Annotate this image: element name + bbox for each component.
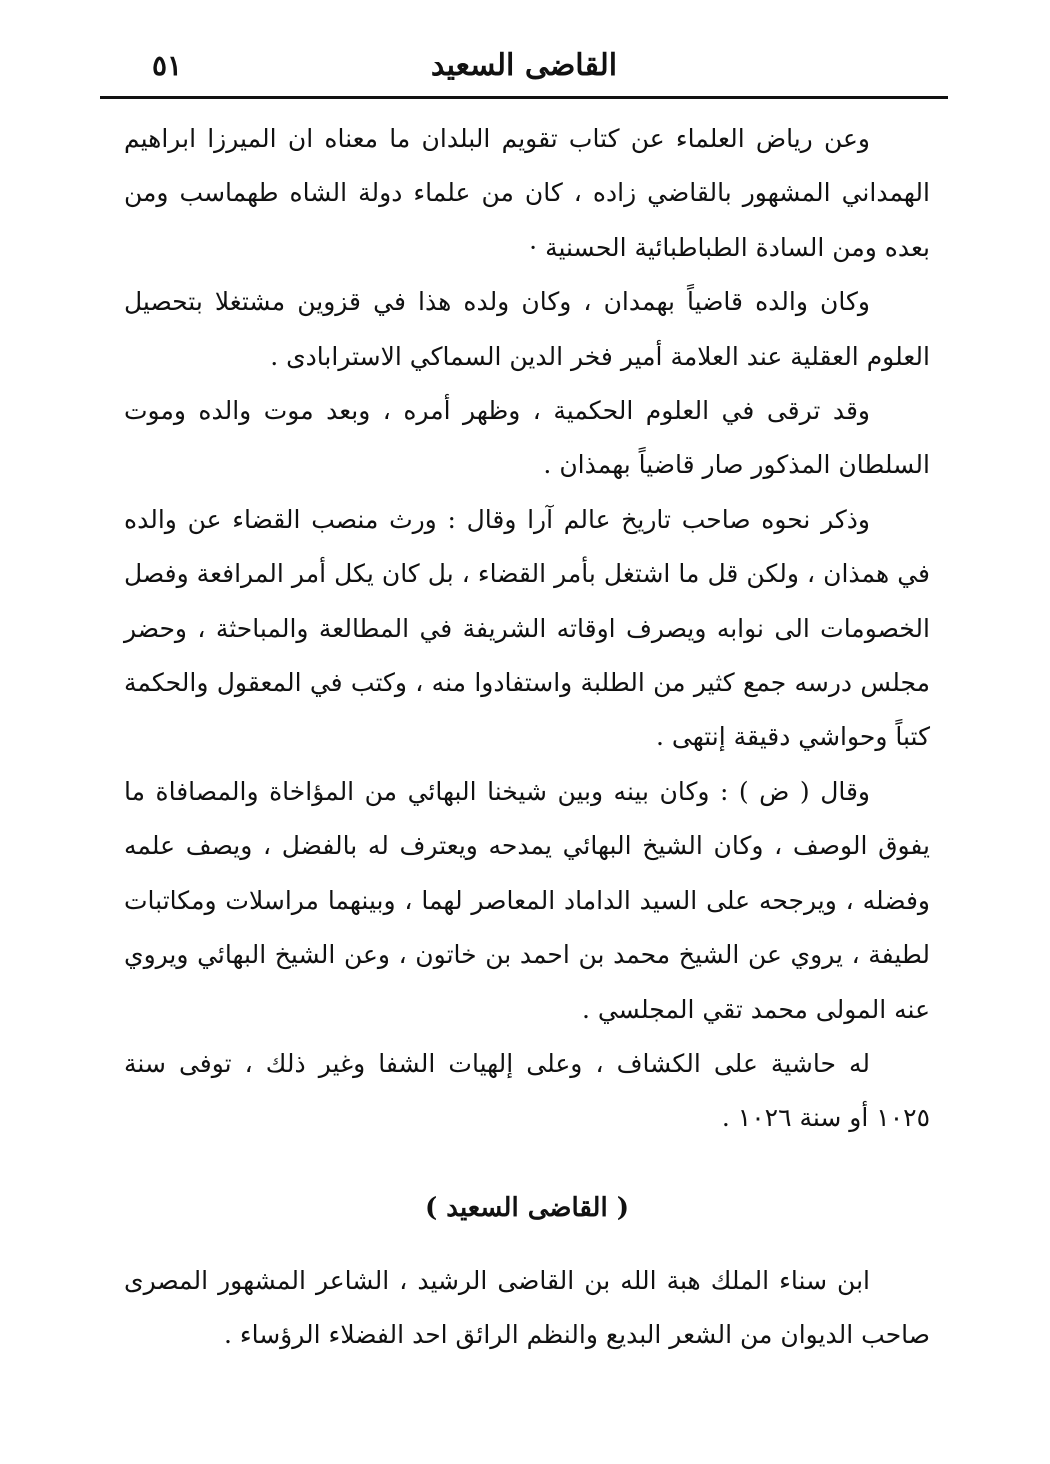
main-text: [124, 112, 930, 1146]
page-header: [100, 40, 948, 92]
page-number: ٥١: [152, 49, 183, 82]
paragraph: له حاشية على الكشاف ، وعلى إلهيات الشفا وغير ذلك ، توفى سنة ١٠٢٥ أو سنة ١٠٢٦ .: [124, 1048, 930, 1133]
paragraph: وقال ( ض ) : وكان بينه وبين شيخنا البهائي من المؤاخاة والمصافاة ما يفوق الوصف ، وكان الشيخ البهائي يمدحه ويعترف له بالفضل ، ويصف علمه وفضله ، ويرجحه على السيد الداماد المعاصر لهما ، وبينهما مراسلات ومكاتبات لطيفة ، يروي عن الشيخ محمد بن احمد بن خاتون ، وعن الشيخ البهائي ويروي عنه المولى محمد تقي المجلسي .: [124, 776, 930, 1024]
paragraph: وكان والده قاضياً بهمدان ، وكان ولده هذا في قزوين مشتغلا بتحصيل العلوم العقلية عند العلامة أمير فخر الدين السماكي الاسترابادى .: [124, 287, 930, 371]
paragraph: وعن رياض العلماء عن كتاب تقويم البلدان ما معناه ان الميرزا ابراهيم الهمداني المشهور بالقاضي زاده ، كان من علماء دولة الشاه طهماسب ومن بعده ومن السادة الطباطبائية الحسنية ·: [124, 124, 930, 262]
header-rule: [100, 96, 948, 99]
paragraph: ابن سناء الملك هبة الله بن القاضى الرشيد ، الشاعر المشهور المصرى صاحب الديوان من الشعر البديع والنظم الرائق احد الفضلاء الرؤساء .: [124, 1266, 930, 1350]
paragraph: وذكر نحوه صاحب تاريخ عالم آرا وقال : ورث منصب القضاء عن والده في همذان ، ولكن قل ما اشتغل بأمر القضاء ، بل كان يكل أمر المرافعة وفصل الخصومات الى نوابه ويصرف اوقاته الشريفة في المطالعة والمباحثة ، وحضر مجلس درسه جمع كثير من الطلبة واستفادوا منه ، وكتب في المعقول والحكمة كتباً وحواشي دقيقة إنتهى .: [124, 504, 930, 752]
section-text: [124, 1254, 930, 1363]
section-heading: ( القاضى السعيد ): [424, 1193, 630, 1223]
paragraph: وقد ترقى في العلوم الحكمية ، وظهر أمره ، وبعد موت والده وموت السلطان المذكور صار قاضياً بهمذان .: [124, 396, 930, 480]
running-title: القاضى السعيد: [430, 48, 618, 83]
